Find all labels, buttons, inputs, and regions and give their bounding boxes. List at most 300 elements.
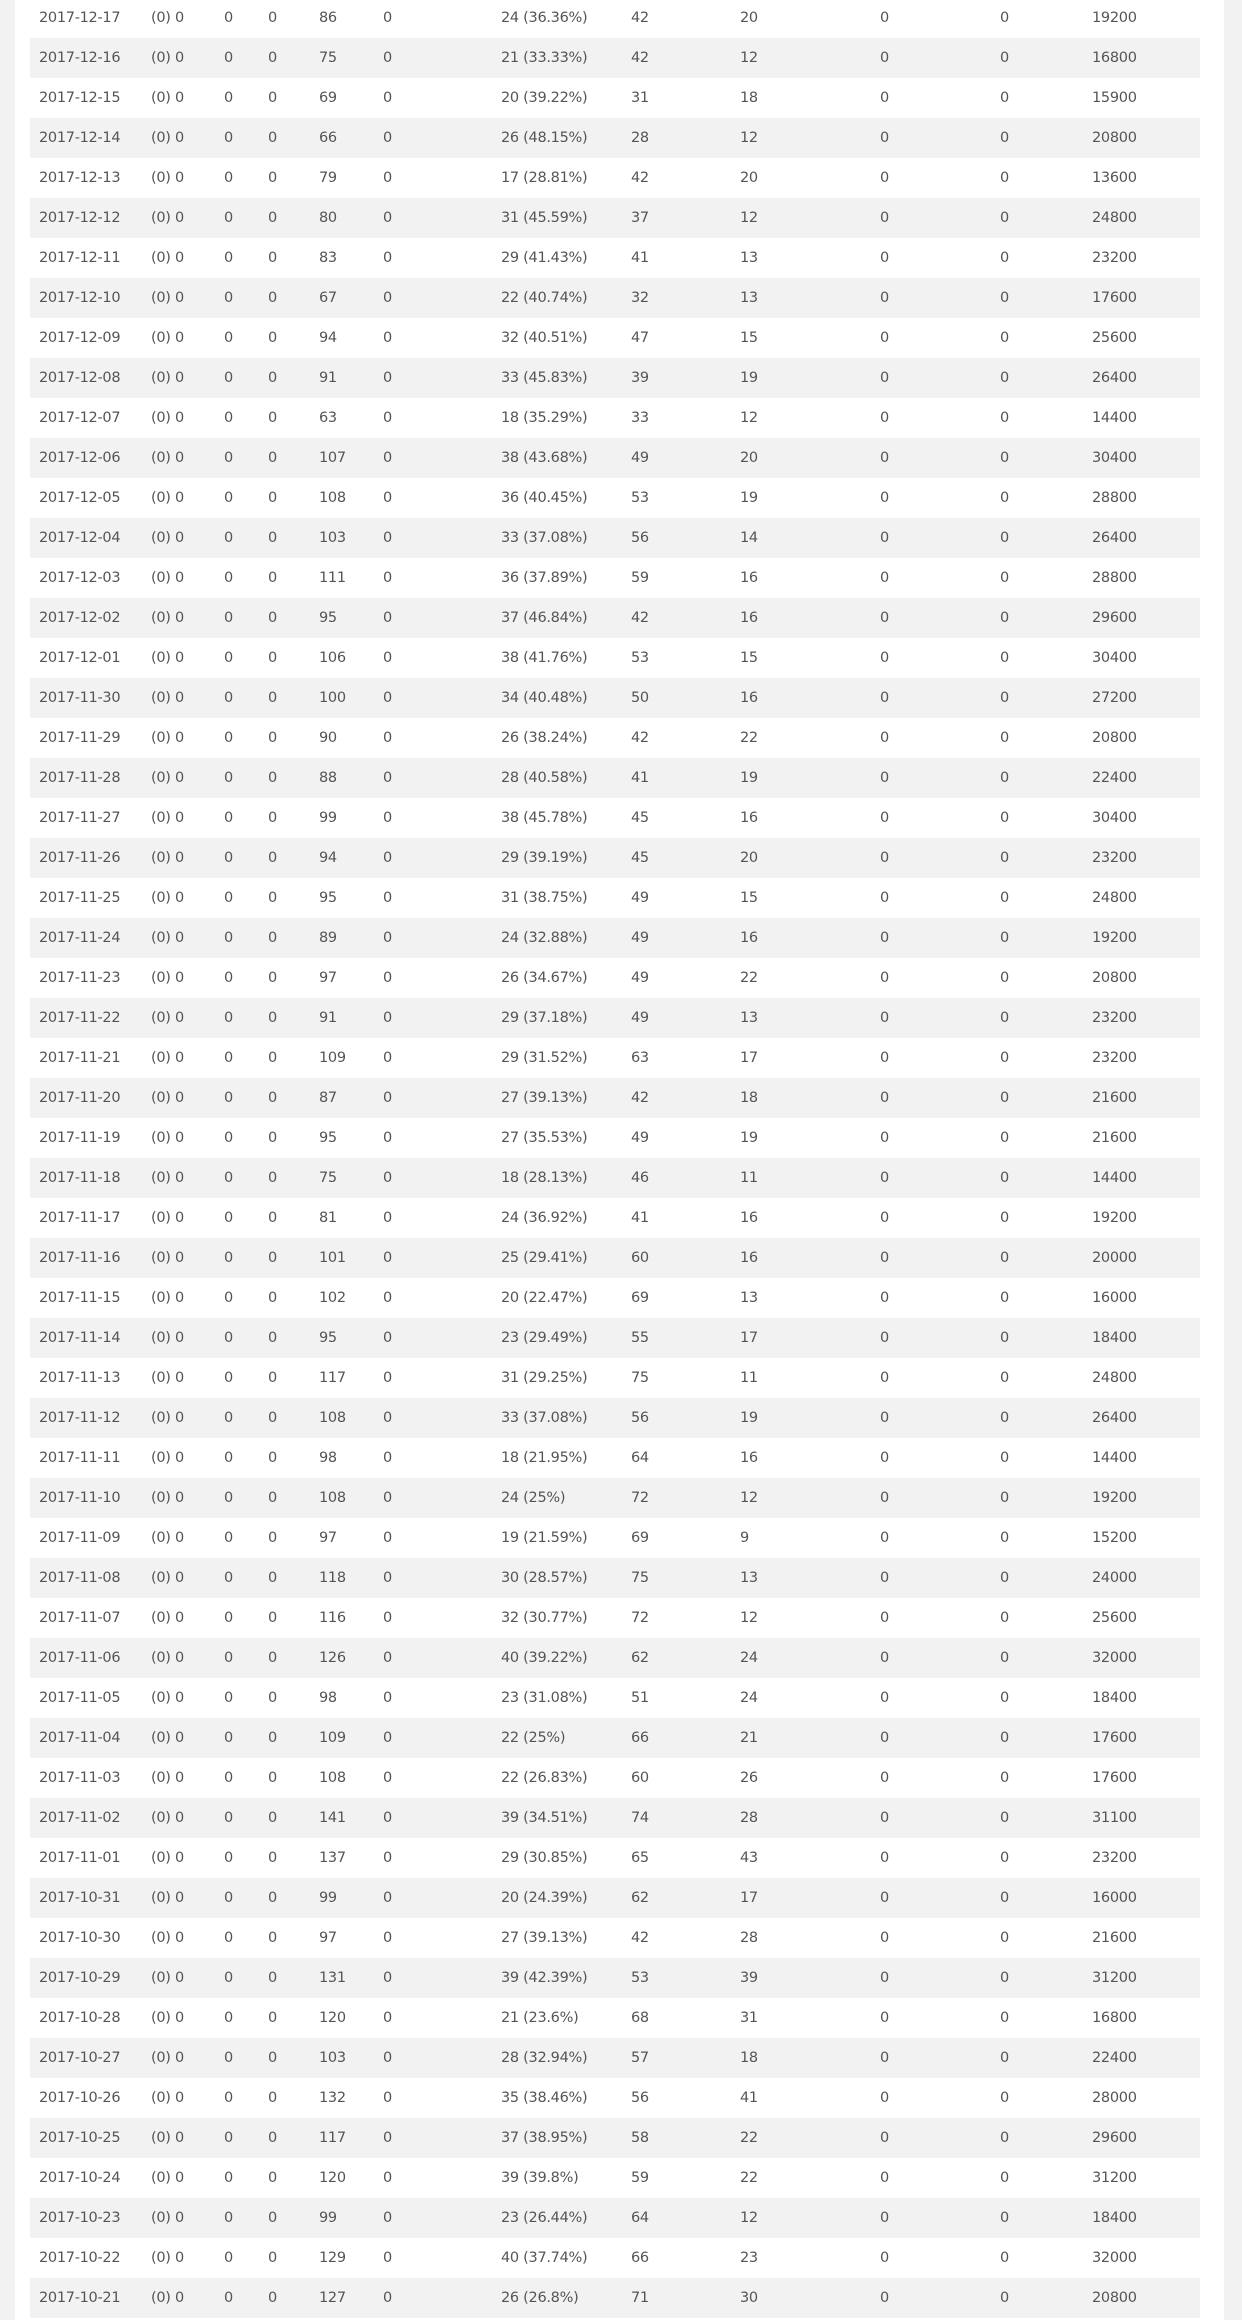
cell-col-8: 49 <box>631 970 649 986</box>
cell-col-7: 19 (21.59%) <box>501 1530 588 1546</box>
cell-col-3: 0 <box>224 410 233 426</box>
cell-col-7: 22 (40.74%) <box>492 278 622 318</box>
daily-stats-table <box>30 0 1200 2318</box>
cell-col-8: 56 <box>631 2090 649 2106</box>
cell-col-3: 0 <box>224 1530 233 1546</box>
cell-col-8: 41 <box>631 1210 649 1226</box>
cell-col-9: 39 <box>731 1958 871 1998</box>
cell-date: 2017-11-27 <box>39 810 121 826</box>
cell-col-10: 0 <box>871 1238 991 1278</box>
cell-col-7: 22 (26.83%) <box>501 1770 588 1786</box>
cell-col-6: 0 <box>383 1690 392 1706</box>
cell-col-7: 35 (38.46%) <box>501 2090 588 2106</box>
cell-col-3: 0 <box>224 2090 233 2106</box>
cell-col-6: 0 <box>374 918 492 958</box>
cell-col-3: 0 <box>224 650 233 666</box>
cell-col-9: 13 <box>731 278 871 318</box>
table-row <box>30 118 1200 158</box>
cell-col-10: 0 <box>880 1050 889 1066</box>
cell-col-12: 16800 <box>1083 38 1200 78</box>
cell-col-10: 0 <box>871 1078 991 1118</box>
cell-col-2: (0) 0 <box>142 438 215 478</box>
cell-col-8: 49 <box>622 998 731 1038</box>
cell-col-6: 0 <box>383 1850 392 1866</box>
cell-date: 2017-11-01 <box>39 1850 121 1866</box>
cell-col-9: 15 <box>740 890 758 906</box>
cell-col-6: 0 <box>383 650 392 666</box>
cell-col-10: 0 <box>871 918 991 958</box>
cell-col-11: 0 <box>991 1718 1083 1758</box>
cell-col-8: 32 <box>622 278 731 318</box>
cell-col-8: 45 <box>631 810 649 826</box>
cell-col-2: (0) 0 <box>151 970 184 986</box>
cell-col-8: 63 <box>631 1050 649 1066</box>
cell-col-7: 32 (40.51%) <box>501 330 588 346</box>
cell-col-8: 65 <box>631 1850 649 1866</box>
cell-col-12: 18400 <box>1092 1690 1137 1706</box>
cell-date: 2017-12-04 <box>30 518 142 558</box>
cell-col-10: 0 <box>880 10 889 26</box>
cell-col-9: 14 <box>731 518 871 558</box>
cell-col-10: 0 <box>871 518 991 558</box>
cell-col-4: 0 <box>268 650 277 666</box>
cell-date: 2017-11-23 <box>39 970 121 986</box>
cell-date: 2017-12-13 <box>39 170 121 186</box>
cell-col-2: (0) 0 <box>151 1290 184 1306</box>
cell-date: 2017-11-05 <box>39 1690 121 1706</box>
cell-col-8: 42 <box>622 1078 731 1118</box>
cell-col-5: 97 <box>319 970 337 986</box>
cell-col-12: 20800 <box>1083 2278 1200 2318</box>
cell-col-9: 22 <box>731 2118 871 2158</box>
cell-col-11: 0 <box>991 1558 1083 1598</box>
cell-col-4: 0 <box>268 810 277 826</box>
cell-col-3: 0 <box>224 890 233 906</box>
cell-col-8: 60 <box>622 1238 731 1278</box>
table-row <box>30 758 1200 798</box>
cell-col-4: 0 <box>259 2118 310 2158</box>
cell-col-10: 0 <box>871 1718 991 1758</box>
cell-col-7: 27 (35.53%) <box>501 1130 588 1146</box>
table-row <box>30 1558 1200 1598</box>
cell-col-12: 31200 <box>1092 2170 1137 2186</box>
cell-date: 2017-11-10 <box>30 1478 142 1518</box>
cell-col-7: 38 (45.78%) <box>501 810 588 826</box>
cell-col-6: 0 <box>383 2090 392 2106</box>
table-row <box>30 2278 1200 2318</box>
cell-col-9: 20 <box>740 170 758 186</box>
cell-date: 2017-12-09 <box>39 330 121 346</box>
cell-col-5: 102 <box>319 1290 346 1306</box>
cell-col-8: 37 <box>622 198 731 238</box>
cell-col-9: 9 <box>740 1530 749 1546</box>
table-row <box>30 2078 1200 2118</box>
cell-col-9: 22 <box>740 970 758 986</box>
cell-col-12: 28800 <box>1092 570 1137 586</box>
cell-col-11: 0 <box>1000 90 1009 106</box>
cell-date: 2017-12-01 <box>39 650 121 666</box>
cell-date: 2017-11-30 <box>30 678 142 718</box>
cell-col-2: (0) 0 <box>142 678 215 718</box>
cell-col-12: 23200 <box>1092 1850 1137 1866</box>
cell-date: 2017-11-21 <box>39 1050 121 1066</box>
cell-col-2: (0) 0 <box>151 10 184 26</box>
cell-col-2: (0) 0 <box>151 1530 184 1546</box>
cell-col-7: 28 (40.58%) <box>492 758 622 798</box>
cell-col-7: 31 (29.25%) <box>501 1370 588 1386</box>
cell-col-8: 56 <box>622 1398 731 1438</box>
cell-col-11: 0 <box>1000 970 1009 986</box>
cell-col-2: (0) 0 <box>151 650 184 666</box>
cell-col-11: 0 <box>1000 1050 1009 1066</box>
cell-col-10: 0 <box>880 330 889 346</box>
cell-col-10: 0 <box>880 1210 889 1226</box>
table-row <box>30 1358 1200 1398</box>
cell-col-11: 0 <box>1000 890 1009 906</box>
cell-col-4: 0 <box>268 970 277 986</box>
cell-col-3: 0 <box>215 2038 259 2078</box>
cell-col-6: 0 <box>383 1130 392 1146</box>
cell-col-4: 0 <box>259 518 310 558</box>
cell-col-7: 21 (33.33%) <box>492 38 622 78</box>
table-body <box>30 0 1200 2318</box>
cell-col-9: 22 <box>740 2170 758 2186</box>
table-row <box>30 1638 1200 1678</box>
cell-col-9: 20 <box>731 838 871 878</box>
cell-col-12: 22400 <box>1083 758 1200 798</box>
cell-col-12: 17600 <box>1083 1718 1200 1758</box>
cell-col-10: 0 <box>871 438 991 478</box>
cell-date: 2017-10-29 <box>30 1958 142 1998</box>
cell-col-3: 0 <box>215 198 259 238</box>
cell-col-6: 0 <box>383 1290 392 1306</box>
cell-col-5: 95 <box>310 598 374 638</box>
cell-col-12: 32000 <box>1083 1638 1200 1678</box>
cell-col-5: 75 <box>310 38 374 78</box>
cell-col-3: 0 <box>224 1050 233 1066</box>
cell-col-4: 0 <box>259 2278 310 2318</box>
cell-col-9: 12 <box>740 1610 758 1626</box>
cell-col-12: 25600 <box>1092 1610 1137 1626</box>
cell-col-4: 0 <box>259 1158 310 1198</box>
cell-col-10: 0 <box>871 2278 991 2318</box>
cell-date: 2017-12-11 <box>39 250 121 266</box>
cell-col-9: 19 <box>731 758 871 798</box>
cell-col-7: 25 (29.41%) <box>492 1238 622 1278</box>
cell-col-8: 55 <box>622 1318 731 1358</box>
cell-col-11: 0 <box>991 678 1083 718</box>
cell-col-11: 0 <box>1000 2090 1009 2106</box>
cell-col-10: 0 <box>880 570 889 586</box>
cell-col-10: 0 <box>880 90 889 106</box>
cell-col-10: 0 <box>880 2250 889 2266</box>
cell-col-8: 72 <box>622 1478 731 1518</box>
cell-col-7: 38 (43.68%) <box>492 438 622 478</box>
cell-col-8: 62 <box>622 1638 731 1678</box>
table-row <box>30 0 1200 38</box>
cell-col-12: 23200 <box>1083 838 1200 878</box>
cell-col-3: 0 <box>215 358 259 398</box>
cell-col-5: 98 <box>319 1690 337 1706</box>
cell-date: 2017-10-24 <box>39 2170 121 2186</box>
cell-col-11: 0 <box>1000 730 1009 746</box>
cell-col-3: 0 <box>224 2250 233 2266</box>
cell-col-6: 0 <box>374 518 492 558</box>
cell-col-10: 0 <box>871 1558 991 1598</box>
cell-col-11: 0 <box>991 1638 1083 1678</box>
cell-col-3: 0 <box>224 1210 233 1226</box>
cell-col-2: (0) 0 <box>151 1210 184 1226</box>
cell-col-5: 117 <box>319 1370 346 1386</box>
cell-col-2: (0) 0 <box>142 278 215 318</box>
cell-col-9: 12 <box>731 38 871 78</box>
cell-col-10: 0 <box>871 118 991 158</box>
cell-col-7: 38 (41.76%) <box>501 650 588 666</box>
cell-col-3: 0 <box>215 838 259 878</box>
cell-col-7: 18 (28.13%) <box>492 1158 622 1198</box>
cell-col-3: 0 <box>215 918 259 958</box>
cell-col-10: 0 <box>880 650 889 666</box>
cell-col-7: 29 (30.85%) <box>501 1850 588 1866</box>
cell-col-7: 26 (48.15%) <box>492 118 622 158</box>
cell-col-12: 27200 <box>1083 678 1200 718</box>
cell-col-6: 0 <box>374 1318 492 1358</box>
cell-col-6: 0 <box>383 1770 392 1786</box>
cell-col-3: 0 <box>215 1638 259 1678</box>
cell-col-4: 0 <box>268 2090 277 2106</box>
cell-date: 2017-12-07 <box>39 410 121 426</box>
cell-col-8: 74 <box>622 1798 731 1838</box>
cell-col-12: 14400 <box>1092 410 1137 426</box>
cell-col-12: 17600 <box>1092 1770 1137 1786</box>
cell-col-6: 0 <box>374 1478 492 1518</box>
cell-col-5: 131 <box>310 1958 374 1998</box>
cell-col-5: 120 <box>319 2010 346 2026</box>
cell-col-6: 0 <box>374 1558 492 1598</box>
cell-col-8: 41 <box>622 758 731 798</box>
table-row <box>30 1118 1200 1158</box>
cell-col-4: 0 <box>268 1930 277 1946</box>
cell-col-6: 0 <box>383 10 392 26</box>
cell-col-10: 0 <box>880 1690 889 1706</box>
cell-col-4: 0 <box>259 1478 310 1518</box>
cell-col-6: 0 <box>374 38 492 78</box>
cell-col-12: 14400 <box>1092 1450 1137 1466</box>
cell-col-4: 0 <box>259 358 310 398</box>
cell-col-3: 0 <box>215 1878 259 1918</box>
cell-col-11: 0 <box>991 438 1083 478</box>
cell-date: 2017-10-23 <box>30 2198 142 2238</box>
cell-col-8: 42 <box>631 10 649 26</box>
cell-col-4: 0 <box>259 38 310 78</box>
cell-col-5: 67 <box>310 278 374 318</box>
cell-col-2: (0) 0 <box>142 838 215 878</box>
cell-col-9: 19 <box>740 490 758 506</box>
cell-col-8: 64 <box>622 2198 731 2238</box>
cell-col-4: 0 <box>268 1610 277 1626</box>
cell-col-5: 97 <box>319 1930 337 1946</box>
cell-col-3: 0 <box>224 1850 233 1866</box>
cell-col-12: 23200 <box>1092 250 1137 266</box>
cell-col-8: 62 <box>622 1878 731 1918</box>
cell-col-12: 24800 <box>1083 198 1200 238</box>
cell-col-3: 0 <box>224 1930 233 1946</box>
cell-col-3: 0 <box>215 1318 259 1358</box>
cell-col-4: 0 <box>259 758 310 798</box>
cell-col-2: (0) 0 <box>151 1450 184 1466</box>
table-row <box>30 1318 1200 1358</box>
cell-col-12: 21600 <box>1083 1078 1200 1118</box>
table-row <box>30 2158 1200 2198</box>
cell-col-7: 18 (35.29%) <box>501 410 588 426</box>
cell-col-12: 21600 <box>1092 1930 1137 1946</box>
cell-col-4: 0 <box>259 1798 310 1838</box>
cell-col-4: 0 <box>259 1398 310 1438</box>
cell-col-10: 0 <box>880 2090 889 2106</box>
table-row <box>30 558 1200 598</box>
cell-col-6: 0 <box>374 2198 492 2238</box>
cell-col-8: 50 <box>622 678 731 718</box>
cell-col-6: 0 <box>383 730 392 746</box>
stats-panel <box>15 0 1224 2320</box>
cell-col-7: 24 (25%) <box>492 1478 622 1518</box>
cell-date: 2017-11-25 <box>39 890 121 906</box>
cell-date: 2017-10-30 <box>39 1930 121 1946</box>
cell-col-11: 0 <box>1000 650 1009 666</box>
cell-col-10: 0 <box>871 278 991 318</box>
cell-col-6: 0 <box>383 1450 392 1466</box>
cell-col-10: 0 <box>871 2038 991 2078</box>
cell-col-12: 26400 <box>1083 1398 1200 1438</box>
table-row <box>30 1678 1200 1718</box>
cell-col-7: 27 (39.13%) <box>492 1078 622 1118</box>
cell-col-6: 0 <box>374 118 492 158</box>
cell-col-7: 26 (38.24%) <box>501 730 588 746</box>
cell-col-11: 0 <box>1000 2250 1009 2266</box>
cell-col-2: (0) 0 <box>142 1318 215 1358</box>
cell-col-9: 13 <box>740 1290 758 1306</box>
cell-col-4: 0 <box>259 118 310 158</box>
cell-col-11: 0 <box>991 598 1083 638</box>
cell-col-11: 0 <box>1000 410 1009 426</box>
cell-col-12: 14400 <box>1083 1158 1200 1198</box>
cell-col-7: 34 (40.48%) <box>492 678 622 718</box>
cell-col-6: 0 <box>383 170 392 186</box>
cell-col-12: 28000 <box>1092 2090 1137 2106</box>
table-row <box>30 1598 1200 1638</box>
cell-col-8: 58 <box>622 2118 731 2158</box>
table-row <box>30 278 1200 318</box>
cell-col-3: 0 <box>224 1370 233 1386</box>
cell-col-5: 108 <box>310 1398 374 1438</box>
cell-col-9: 11 <box>731 1158 871 1198</box>
cell-col-9: 18 <box>731 2038 871 2078</box>
cell-col-12: 30400 <box>1092 810 1137 826</box>
cell-col-4: 0 <box>268 1690 277 1706</box>
cell-col-2: (0) 0 <box>142 198 215 238</box>
cell-col-12: 20800 <box>1092 730 1137 746</box>
cell-col-10: 0 <box>871 758 991 798</box>
table-row <box>30 1838 1200 1878</box>
cell-col-4: 0 <box>259 1718 310 1758</box>
cell-col-3: 0 <box>215 2118 259 2158</box>
cell-date: 2017-11-22 <box>30 998 142 1038</box>
table-row <box>30 2118 1200 2158</box>
cell-col-11: 0 <box>1000 330 1009 346</box>
cell-col-9: 13 <box>731 998 871 1038</box>
cell-col-4: 0 <box>259 678 310 718</box>
cell-col-9: 19 <box>740 1130 758 1146</box>
table-row <box>30 718 1200 758</box>
cell-col-5: 111 <box>319 570 346 586</box>
cell-col-5: 129 <box>319 2250 346 2266</box>
cell-col-9: 12 <box>731 1478 871 1518</box>
cell-col-11: 0 <box>1000 1690 1009 1706</box>
table-row <box>30 1278 1200 1318</box>
cell-col-9: 16 <box>731 918 871 958</box>
cell-date: 2017-11-20 <box>30 1078 142 1118</box>
cell-date: 2017-11-29 <box>39 730 121 746</box>
cell-date: 2017-10-25 <box>30 2118 142 2158</box>
cell-col-12: 15200 <box>1092 1530 1137 1546</box>
cell-col-7: 29 (31.52%) <box>501 1050 588 1066</box>
cell-date: 2017-11-13 <box>39 1370 121 1386</box>
cell-col-8: 45 <box>622 838 731 878</box>
cell-col-7: 29 (37.18%) <box>492 998 622 1038</box>
table-row <box>30 1478 1200 1518</box>
cell-col-7: 24 (36.92%) <box>501 1210 588 1226</box>
cell-date: 2017-11-06 <box>30 1638 142 1678</box>
table-row <box>30 158 1200 198</box>
cell-col-11: 0 <box>1000 570 1009 586</box>
cell-col-7: 29 (41.43%) <box>501 250 588 266</box>
cell-col-11: 0 <box>991 838 1083 878</box>
cell-col-5: 99 <box>310 2198 374 2238</box>
cell-col-10: 0 <box>871 598 991 638</box>
cell-col-3: 0 <box>215 38 259 78</box>
cell-col-5: 86 <box>319 10 337 26</box>
cell-date: 2017-12-08 <box>30 358 142 398</box>
cell-col-11: 0 <box>1000 2170 1009 2186</box>
cell-col-7: 33 (37.08%) <box>492 518 622 558</box>
cell-col-12: 16000 <box>1083 1878 1200 1918</box>
cell-col-5: 80 <box>310 198 374 238</box>
cell-col-9: 41 <box>740 2090 758 2106</box>
cell-col-7: 31 (45.59%) <box>492 198 622 238</box>
cell-col-4: 0 <box>268 890 277 906</box>
cell-col-9: 15 <box>740 650 758 666</box>
cell-col-9: 26 <box>740 1770 758 1786</box>
cell-col-11: 0 <box>991 2038 1083 2078</box>
cell-col-5: 69 <box>319 90 337 106</box>
cell-col-3: 0 <box>215 2198 259 2238</box>
cell-col-8: 49 <box>622 438 731 478</box>
cell-col-12: 22400 <box>1083 2038 1200 2078</box>
cell-col-8: 72 <box>631 1610 649 1626</box>
cell-col-3: 0 <box>224 570 233 586</box>
cell-col-2: (0) 0 <box>151 250 184 266</box>
cell-col-4: 0 <box>259 1078 310 1118</box>
cell-col-3: 0 <box>215 2278 259 2318</box>
cell-col-11: 0 <box>991 1798 1083 1838</box>
cell-col-6: 0 <box>374 1718 492 1758</box>
cell-col-11: 0 <box>1000 170 1009 186</box>
cell-col-5: 109 <box>310 1718 374 1758</box>
cell-col-2: (0) 0 <box>151 570 184 586</box>
cell-col-6: 0 <box>374 598 492 638</box>
cell-col-5: 88 <box>310 758 374 798</box>
cell-col-6: 0 <box>383 890 392 906</box>
